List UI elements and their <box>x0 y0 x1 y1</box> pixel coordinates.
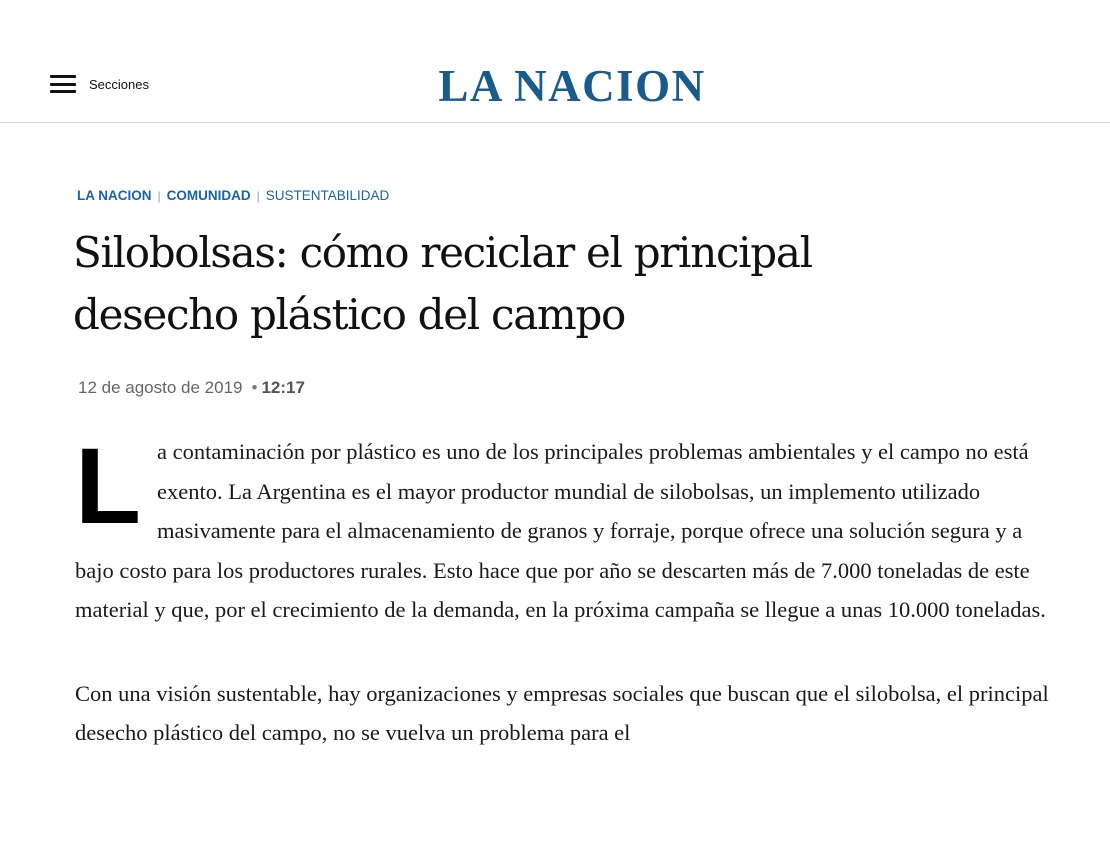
hamburger-menu-icon[interactable] <box>50 74 76 94</box>
article-paragraph <box>75 425 1055 630</box>
article-paragraph: Con una visión sustentable, hay organizaciones y empresas sociales que buscan que el silobolsa, el principal desecho plástico del campo, no se vuelva un problema para el <box>75 680 1049 745</box>
breadcrumb-separator: | <box>256 189 260 203</box>
drop-cap: L <box>75 425 141 546</box>
paragraph-text: a contaminación por plástico es uno de los principales problemas ambientales y el campo no está exento. La Argentina es el mayor productor mundial de silobolsas, un implemento utilizado masivamente para el almacenamiento de granos y forraje, porque ofrece una solución segura y a bajo costo para los productores rurales. Esto hace que por año se descarten más de 7.000 toneladas de este material y que, por el crecimiento de la demanda, en la próxima campaña se llegue a unas 10.000 toneladas. <box>75 439 1046 622</box>
site-logo[interactable]: LA NACION <box>438 61 706 111</box>
breadcrumb-item-sustentabilidad[interactable]: SUSTENTABILIDAD <box>265 188 390 203</box>
article-date: 12 de agosto de 2019 <box>78 378 243 397</box>
article-time: 12:17 <box>261 378 305 397</box>
article-title: Silobolsas: cómo reciclar el principal desecho plástico del campo <box>73 228 812 339</box>
site-logo-container <box>0 60 1110 112</box>
sections-menu-label[interactable]: Secciones <box>89 76 149 92</box>
breadcrumb <box>77 187 389 205</box>
article-meta <box>78 377 305 399</box>
breadcrumb-item-la-nacion[interactable]: LA NACION <box>77 188 152 203</box>
site-header <box>0 0 1110 123</box>
meta-separator: • <box>251 378 258 397</box>
article-body <box>75 425 1055 753</box>
sections-menu-button[interactable] <box>50 74 149 94</box>
breadcrumb-item-comunidad[interactable]: COMUNIDAD <box>166 188 251 203</box>
breadcrumb-separator: | <box>157 189 161 203</box>
